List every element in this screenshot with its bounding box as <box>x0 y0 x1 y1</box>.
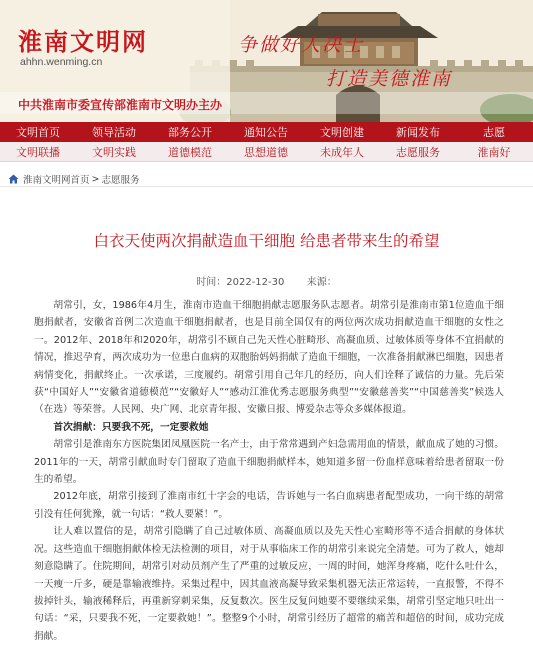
secondary-nav <box>0 142 533 162</box>
article-paragraph: 让人难以置信的是，胡常引隐瞒了自己过敏体质、高凝血质以及先天性心室畸形等不适合捐献的身体状况。这些造血干细胞捐献体检无法检测的项目，对于从事临床工作的胡常引来说完全清楚。可为了救人，她却刻意隐瞒了。住院期间，胡常引对动员剂产生了严重的过敏反应，一周的时间，她浑身疼痛，吃什么吐什么，一天瘦一斤多，硬是靠输液维持。采集过程中，因其血液高凝导致采集机器无法正常运转，一直报警，不得不拔掉针头，输液稀释后，再重新穿刺采集，反复数次。医生反复问她要不要继续采集，胡常引坚定地只吐出一句话：“采，只要我不死，一定要救她！”。整整9个小时，胡常引经历了超常的痛苦和超倍的时间，成功完成捐献。 <box>34 526 504 642</box>
article-paragraph: 胡常引是淮南东方医院集团凤凰医院一名产士，由于常常遇到产妇急需用血的情景，献血成了她的习惯。2011年的一天，胡常引献血时专门留取了造血干细胞捐献样本，她知道多留一份血样意味着给患者留取一份生的希望。 <box>34 439 504 486</box>
primary-nav <box>0 122 533 142</box>
article-paragraph: 胡常引，女，1986年4月生，淮南市造血干细胞捐献志愿服务队志愿者。胡常引是淮南市第1位造血干细胞捐献者，安徽省首例二次造血干细胞捐献者，也是目前全国仅有的两位两次成功捐献造血干细胞的女性之一。2012年、2018年和2020年，胡常引不顾自己先天性心脏畸形、高凝血质、过敏体质等身体不宜捐献的情况，推迟孕育，两次成功为一位患白血病的双胞胎妈妈捐献了造血干细胞，一次准备捐献淋巴细胞，因患者病情变化，捐献终止。一次承诺，三度履约。胡常引用自己年几的经历，向人们诠释了诚信的力量。先后荣获“中国好人”“安徽省道德模范”“安徽好人”“感动江淮优秀志愿服务典型”“安徽慈善奖”“中国慈善奖”候选人（在选）等荣誉。人民网、央广网、北京青年报、安徽日报、博爱杂志等众多媒体报道。 <box>34 300 504 416</box>
breadcrumb-divider <box>0 186 533 187</box>
site-url: ahhn.wenming.cn <box>20 56 103 68</box>
nav-item-affairs[interactable]: 部务公开 <box>168 126 212 139</box>
site-logo-title[interactable]: 淮南文明网 <box>18 27 148 56</box>
article-meta <box>0 273 533 288</box>
sponsor-text: 中共淮南市委宣传部淮南市文明办主办 <box>18 98 223 112</box>
home-icon <box>8 174 19 184</box>
nav2-item-minors[interactable]: 未成年人 <box>320 145 364 159</box>
nav-item-press[interactable]: 新闻发布 <box>396 126 440 139</box>
nav2-item-practice[interactable]: 文明实践 <box>92 145 136 159</box>
nav-item-volunteer[interactable]: 志愿 <box>483 126 505 139</box>
article-source: 来源： <box>306 277 337 288</box>
breadcrumb <box>8 172 140 186</box>
nav-item-leadership[interactable]: 领导活动 <box>92 126 136 139</box>
slogan-line-2: 打造美德淮南 <box>326 68 453 90</box>
breadcrumb-home-link[interactable]: 淮南文明网首页 <box>23 175 90 186</box>
article-paragraph: 2012年底，胡常引接到了淮南市红十字会的电话，告诉她与一名白血病患者配型成功，一向干练的胡常引没有任何犹豫，就一句话：“救人要紧！”。 <box>34 491 504 520</box>
nav2-item-good-people[interactable]: 淮南好 <box>477 145 511 159</box>
nav2-item-models[interactable]: 道德模范 <box>168 145 212 159</box>
breadcrumb-separator: > <box>91 173 100 185</box>
nav2-item-volunteer-service[interactable]: 志愿服务 <box>396 145 440 159</box>
slogan-line-1: 争做好人决士 <box>238 34 365 56</box>
nav2-item-morality[interactable]: 思想道德 <box>244 145 288 159</box>
nav-item-home[interactable]: 文明首页 <box>16 126 60 139</box>
nav2-item-broadcast[interactable]: 文明联播 <box>16 145 60 159</box>
article-date: 时间：2022-12-30 <box>196 277 285 288</box>
nav-item-creation[interactable]: 文明创建 <box>320 126 364 139</box>
article-body <box>34 297 504 645</box>
article-subheading: 首次捐献：只要我不死，一定要救她 <box>53 421 209 433</box>
breadcrumb-section-link[interactable]: 志愿服务 <box>101 175 140 186</box>
nav-item-notices[interactable]: 通知公告 <box>244 126 288 139</box>
site-banner <box>0 0 533 122</box>
article-title: 白衣天使两次捐献造血干细胞 给患者带来生的希望 <box>93 232 440 250</box>
